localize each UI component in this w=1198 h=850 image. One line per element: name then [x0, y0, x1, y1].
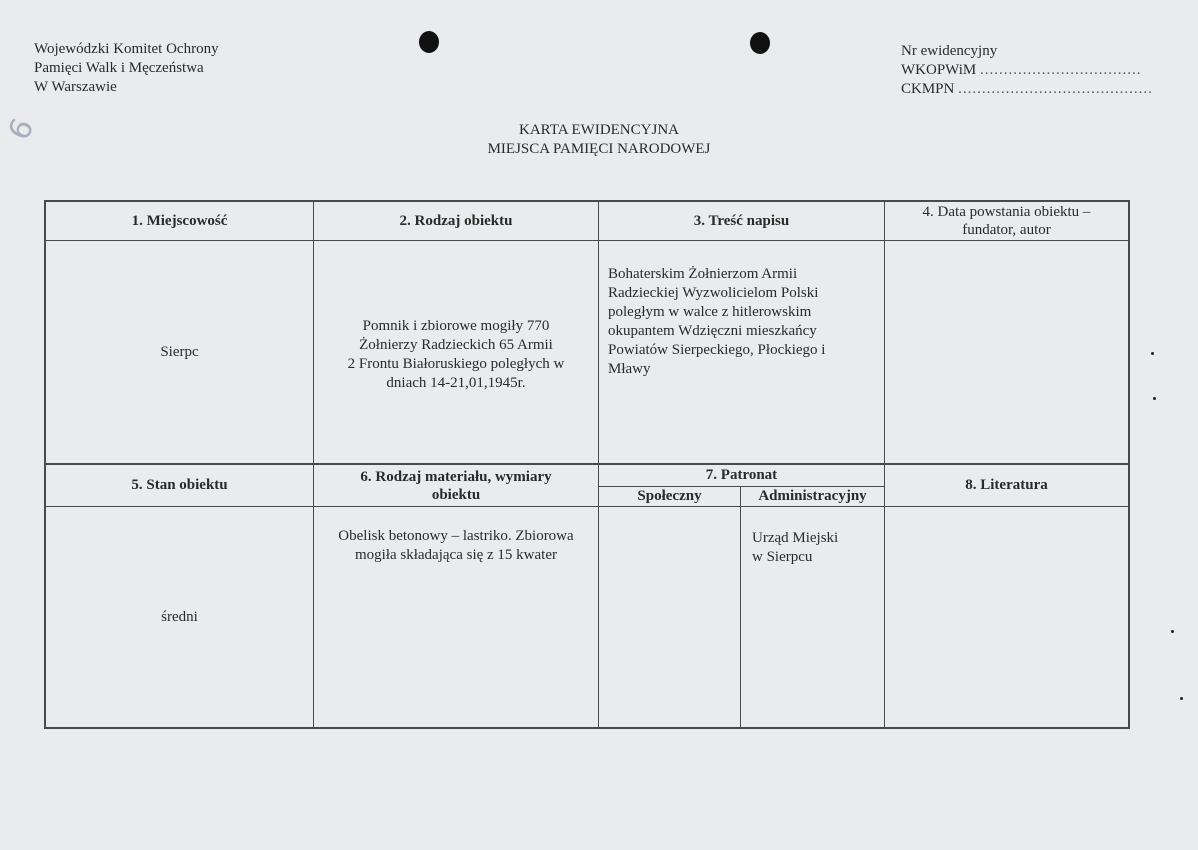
value-tresc-napisu — [608, 265, 880, 455]
value-line: Powiatów Sierpeckiego, Płockiego i — [608, 342, 826, 358]
value-line: Pomnik i zbiorowe mogiły 770 — [362, 318, 550, 334]
scan-speck — [1153, 397, 1156, 400]
wkopwim-dots: .................................. — [979, 62, 1142, 78]
value-line: Mławy — [608, 361, 651, 377]
header-line: obiektu — [431, 486, 481, 503]
header-patronat: 7. Patronat — [705, 467, 778, 483]
value-data-powstania — [885, 241, 1128, 463]
header-stan-obiektu: 5. Stan obiektu — [131, 477, 228, 493]
margin-note: 6 — [1, 113, 42, 146]
value-rodzaj-obiektu — [314, 241, 598, 463]
header-line: 6. Rodzaj materiału, wymiary — [360, 468, 552, 485]
table-border-bottom — [44, 727, 1130, 729]
value-line: Radzieckiej Wyzwolicielom Polski — [608, 285, 819, 301]
value-line: Bohaterskim Żołnierzom Armii — [608, 266, 798, 282]
ckmpn-label: CKMPN — [901, 81, 955, 97]
ckmpn-dots: ......................................... — [958, 81, 1153, 97]
value-administracyjny — [752, 529, 882, 719]
value-line: w Sierpcu — [752, 549, 813, 565]
header-rodzaj-materialu — [314, 465, 598, 506]
org-line: W Warszawie — [34, 79, 117, 95]
column-divider — [740, 487, 741, 729]
header-data-powstania — [885, 202, 1128, 240]
header-administracyjny: Administracyjny — [758, 488, 867, 504]
header-spoleczny: Społeczny — [637, 488, 702, 504]
value-line: poległym w walce z hitlerowskim — [608, 304, 812, 320]
header-miejscowosc: 1. Miejscowość — [131, 212, 228, 229]
header-rodzaj-obiektu: 2. Rodzaj obiektu — [399, 212, 513, 229]
title-line: KARTA EWIDENCYJNA — [519, 122, 679, 138]
value-line: dniach 14-21,01,1945r. — [386, 375, 526, 391]
registration-label: Nr ewidencyjny — [901, 43, 998, 59]
scan-speck — [1180, 697, 1183, 700]
org-line: Pamięci Walk i Męczeństwa — [34, 60, 204, 76]
header-line: 4. Data powstania obiektu – — [922, 204, 1091, 220]
value-line: Urząd Miejski — [752, 530, 839, 546]
value-line: okupantem Wdzięczni mieszkańcy — [608, 323, 817, 339]
value-literatura — [885, 507, 1128, 727]
scan-speck — [1171, 630, 1174, 633]
value-rodzaj-materialu — [314, 527, 598, 717]
value-stan-obiektu: średni — [161, 608, 198, 625]
value-line: Obelisk betonowy – lastriko. Zbiorowa — [338, 528, 574, 544]
header-line: fundator, autor — [962, 222, 1051, 238]
value-line: 2 Frontu Białoruskiego poległych w — [347, 356, 565, 372]
scan-speck — [1151, 352, 1154, 355]
value-spoleczny — [599, 507, 740, 727]
header-tresc-napisu: 3. Treść napisu — [693, 212, 790, 229]
header-literatura: 8. Literatura — [965, 477, 1048, 493]
value-miejscowosc: Sierpc — [160, 343, 199, 360]
wkopwim-label: WKOPWiM — [901, 62, 977, 78]
value-line: mogiła składająca się z 15 kwater — [354, 547, 557, 563]
title-line: MIEJSCA PAMIĘCI NARODOWEJ — [487, 141, 711, 157]
value-line: Żołnierzy Radzieckich 65 Armii — [359, 337, 553, 353]
org-line: Wojewódzki Komitet Ochrony — [34, 41, 219, 57]
